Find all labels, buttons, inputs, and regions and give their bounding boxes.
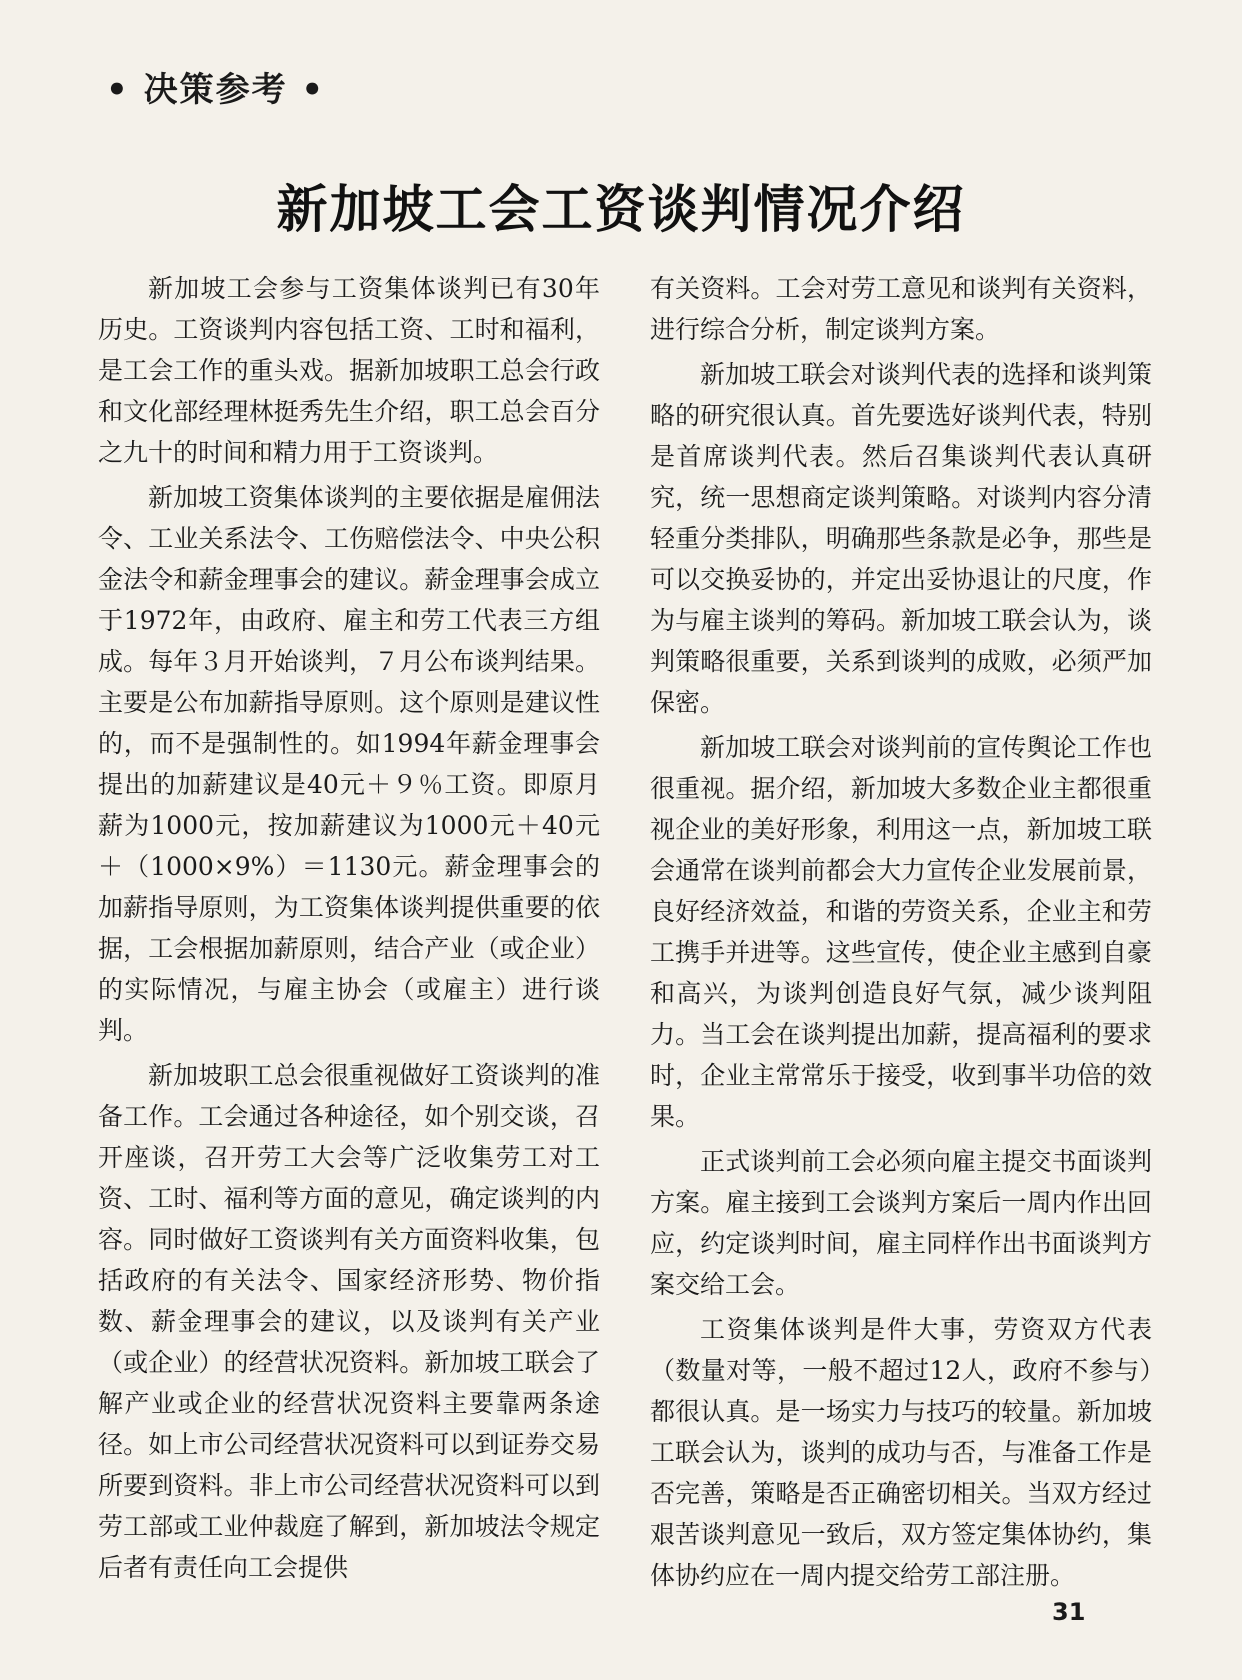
page-number: 31 bbox=[1052, 1598, 1086, 1626]
paragraph: 新加坡工资集体谈判的主要依据是雇佣法令、工业关系法令、工伤赔偿法令、中央公积金法令和薪金理事会的建议。薪金理事会成立于1972年，由政府、雇主和劳工代表三方组成。每年３月开始谈判，７月公布谈判结果。主要是公布加薪指导原则。这个原则是建议性的，而不是强制性的。如1994年薪金理事会提出的加薪建议是40元＋９％工资。即原月薪为1000元，按加薪建议为1000元＋40元＋（1000×9%）＝1130元。薪金理事会的加薪指导原则，为工资集体谈判提供重要的依据，工会根据加薪原则，结合产业（或企业）的实际情况，与雇主协会（或雇主）进行谈判。 bbox=[98, 483, 600, 1045]
paragraph-continued: 有关资料。工会对劳工意见和谈判有关资料，进行综合分析，制定谈判方案。 bbox=[650, 274, 1152, 344]
paragraph: 工资集体谈判是件大事，劳资双方代表（数量对等，一般不超过12人，政府不参与）都很认真。是一场实力与技巧的较量。新加坡工联会认为，谈判的成功与否，与准备工作是否完善，策略是否正确密切相关。当双方经过艰苦谈判意见一致后，双方签定集体协约，集体协约应在一周内提交给劳工部注册。 bbox=[650, 1315, 1152, 1590]
paragraph: 新加坡工联会对谈判代表的选择和谈判策略的研究很认真。首先要选好谈判代表，特别是首席谈判代表。然后召集谈判代表认真研究，统一思想商定谈判策略。对谈判内容分清轻重分类排队，明确那些条款是必争，那些是可以交换妥协的，并定出妥协退让的尺度，作为与雇主谈判的筹码。新加坡工联会认为，谈判策略很重要，关系到谈判的成败，必须严加保密。 bbox=[650, 360, 1152, 717]
paragraph: 新加坡职工总会很重视做好工资谈判的准备工作。工会通过各种途径，如个别交谈，召开座谈，召开劳工大会等广泛收集劳工对工资、工时、福利等方面的意见，确定谈判的内容。同时做好工资谈判有关方面资料收集，包括政府的有关法令、国家经济形势、物价指数、薪金理事会的建议，以及谈判有关产业（或企业）的经营状况资料。新加坡工联会了解产业或企业的经营状况资料主要靠两条途径。如上市公司经营状况资料可以到证券交易所要到资料。非上市公司经营状况资料可以到劳工部或工业仲裁庭了解到，新加坡法令规定后者有责任向工会提供 bbox=[98, 1061, 600, 1582]
left-column bbox=[98, 268, 600, 1592]
paragraph: 正式谈判前工会必须向雇主提交书面谈判方案。雇主接到工会谈判方案后一周内作出回应，约定谈判时间，雇主同样作出书面谈判方案交给工会。 bbox=[650, 1147, 1152, 1299]
right-column bbox=[650, 268, 1152, 1600]
article-title: 新加坡工会工资谈判情况介绍 bbox=[276, 180, 966, 240]
paragraph: 新加坡工会参与工资集体谈判已有30年历史。工资谈判内容包括工资、工时和福利，是工会工作的重头戏。据新加坡职工总会行政和文化部经理林挺秀先生介绍，职工总会百分之九十的时间和精力用于工资谈判。 bbox=[98, 274, 600, 467]
section-tag: • 决策参考 • bbox=[106, 70, 326, 110]
paragraph: 新加坡工联会对谈判前的宣传舆论工作也很重视。据介绍，新加坡大多数企业主都很重视企业的美好形象，利用这一点，新加坡工联会通常在谈判前都会大力宣传企业发展前景，良好经济效益，和谐的劳资关系，企业主和劳工携手并进等。这些宣传，使企业主感到自豪和高兴，为谈判创造良好气氛，减少谈判阻力。当工会在谈判提出加薪，提高福利的要求时，企业主常常乐于接受，收到事半功倍的效果。 bbox=[650, 733, 1152, 1131]
